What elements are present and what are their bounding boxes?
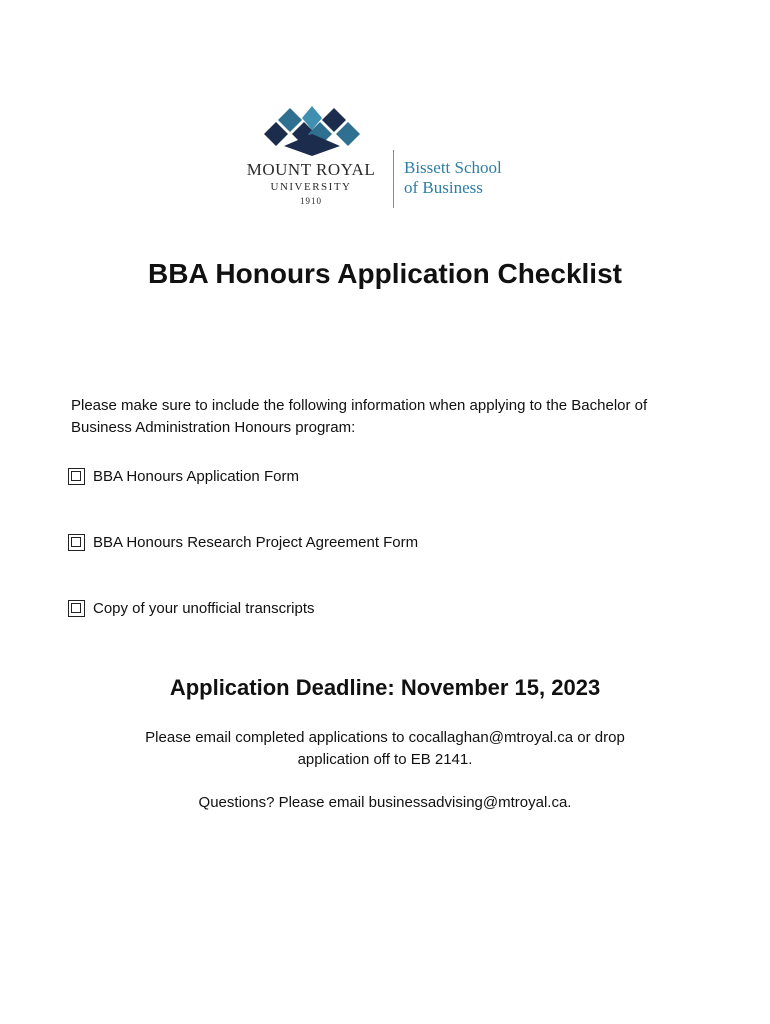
school-name — [404, 158, 502, 198]
email-instructions: Please email completed applications to cocallaghan@mtroyal.ca or drop application off to EB 2141. — [145, 729, 625, 768]
checklist-item-label: BBA Honours Application Form — [93, 467, 299, 485]
application-deadline: Application Deadline: November 15, 2023 — [169, 675, 601, 700]
mount-royal-crest-icon — [264, 104, 360, 156]
page-title: BBA Honours Application Checklist — [148, 258, 622, 289]
checklist-item-transcripts[interactable] — [68, 597, 315, 619]
checklist-item-label: Copy of your unofficial transcripts — [93, 599, 315, 617]
school-name-line2: of Business — [404, 178, 483, 197]
checkbox[interactable] — [68, 534, 85, 551]
school-name-line1: Bissett School — [404, 158, 502, 177]
questions-contact: Questions? Please email businessadvising@mtroyal.ca. — [198, 794, 572, 811]
university-year: 1910 — [300, 196, 322, 206]
university-name: MOUNT ROYAL — [246, 160, 376, 179]
university-logo — [236, 104, 516, 208]
checklist-item-application-form[interactable] — [68, 465, 299, 487]
intro-paragraph: Please make sure to include the following information when applying to the Bachelor of Business Administration Honours program: — [71, 397, 648, 436]
university-subtitle: UNIVERSITY — [270, 181, 352, 193]
logo-divider — [393, 150, 394, 208]
checkbox[interactable] — [68, 468, 85, 485]
checklist-item-research-agreement[interactable] — [68, 531, 418, 553]
checkbox[interactable] — [68, 600, 85, 617]
checklist-item-label: BBA Honours Research Project Agreement Form — [93, 533, 419, 551]
